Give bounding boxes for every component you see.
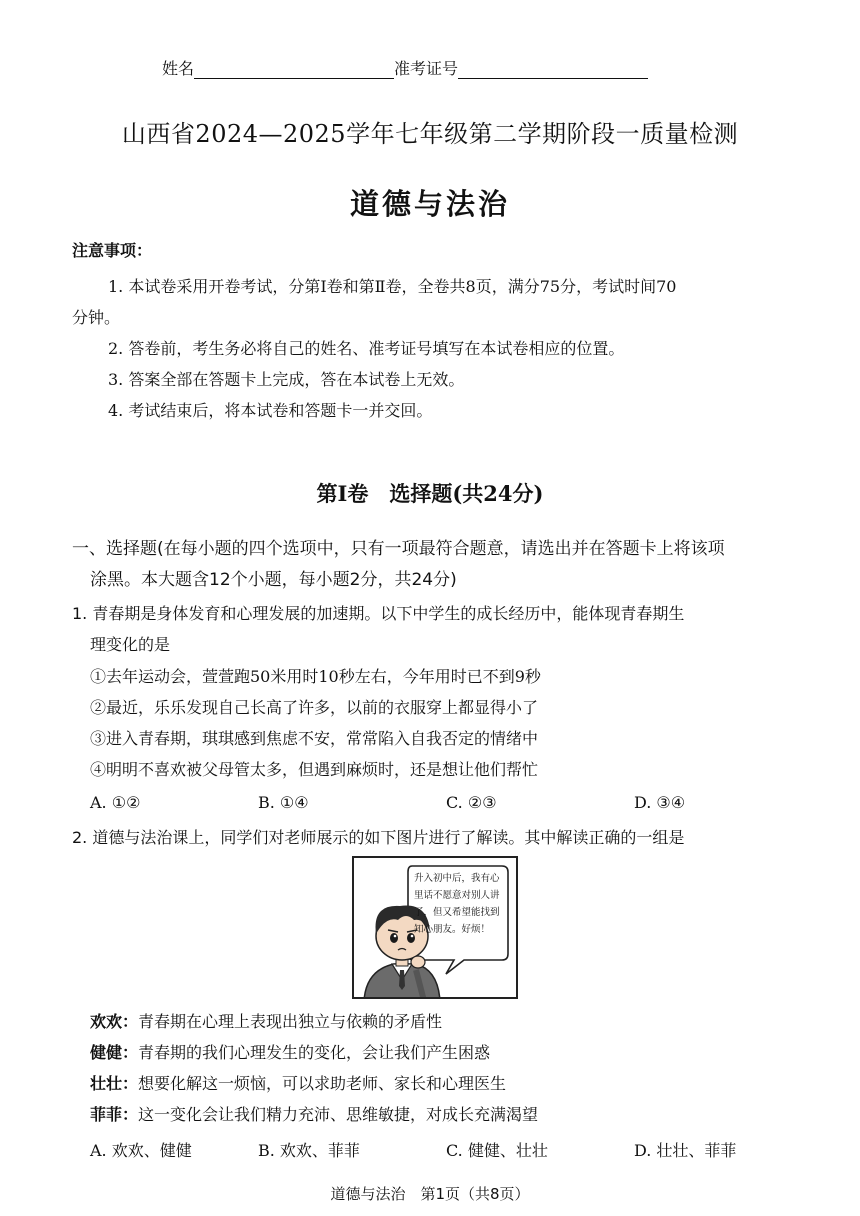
student-name: 欢欢： — [90, 1012, 139, 1031]
note-item: 分钟。 — [72, 308, 121, 327]
subject-title: 道德与法治 — [349, 187, 510, 221]
interpretation-item — [90, 1037, 490, 1068]
interpretation-item — [90, 1006, 442, 1037]
statement-item: ④明明不喜欢被父母管太多，但遇到麻烦时，还是想让他们帮忙 — [90, 760, 539, 779]
question-2-stem: 2. 道德与法治课上，同学们对老师展示的如下图片进行了解读。其中解读正确的一组是 — [72, 828, 685, 847]
q1-option-a[interactable]: A. ①② — [90, 793, 141, 812]
part-instructions: 一、选择题(在每小题的四个选项中，只有一项最符合题意，请选出并在答题卡上将该项 — [72, 539, 725, 559]
statement-item: ③进入青春期，琪琪感到焦虑不安，常常陷入自我否定的情绪中 — [90, 729, 539, 748]
q2-option-b[interactable]: B. 欢欢、菲菲 — [258, 1141, 360, 1160]
note-item: 4. 考试结束后，将本试卷和答题卡一并交回。 — [108, 401, 433, 420]
q2-option-c[interactable]: C. 健健、壮壮 — [446, 1141, 548, 1160]
note-item: 3. 答案全部在答题卡上完成，答在本试卷上无效。 — [108, 370, 465, 389]
student-name: 菲菲： — [90, 1105, 139, 1124]
candidate-info — [162, 56, 648, 79]
q2-option-d[interactable]: D. 壮壮、菲菲 — [634, 1141, 737, 1160]
exam-title: 山西省2024—2025学年七年级第二学期阶段一质量检测 — [121, 120, 739, 148]
notes-heading: 注意事项： — [72, 241, 153, 260]
interpretation-text: 青春期的我们心理发生的变化，会让我们产生困惑 — [138, 1043, 491, 1062]
exam-no-field[interactable] — [458, 60, 648, 79]
question-1-stem-cont: 理变化的是 — [90, 635, 171, 654]
question-1-stem: 1. 青春期是身体发育和心理发展的加速期。以下中学生的成长经历中，能体现青春期生 — [72, 604, 685, 623]
note-item: 2. 答卷前，考生务必将自己的姓名、准考证号填写在本试卷相应的位置。 — [108, 339, 625, 358]
interpretation-item — [90, 1068, 506, 1099]
interpretation-item — [90, 1099, 538, 1130]
exam-no-label: 准考证号 — [394, 59, 459, 78]
part-instructions-cont: 涂黑。本大题含12个小题，每小题2分，共24分) — [90, 570, 457, 590]
statement-item: ②最近，乐乐发现自己长高了许多，以前的衣服穿上都显得小了 — [90, 698, 539, 717]
interpretation-text: 青春期在心理上表现出独立与依赖的矛盾性 — [138, 1012, 443, 1031]
q2-option-a[interactable]: A. 欢欢、健健 — [90, 1141, 192, 1160]
q1-option-d[interactable]: D. ③④ — [634, 793, 686, 812]
page-footer: 道德与法治 第1页（共8页） — [330, 1185, 530, 1203]
q1-option-c[interactable]: C. ②③ — [446, 793, 497, 812]
statement-item: ①去年运动会，萱萱跑50米用时10秒左右，今年用时已不到9秒 — [90, 667, 541, 686]
comic-illustration — [352, 856, 518, 999]
student-name: 壮壮： — [90, 1074, 139, 1093]
q1-option-b[interactable]: B. ①④ — [258, 793, 309, 812]
student-name: 健健： — [90, 1043, 139, 1062]
speech-bubble-text: 升入初中后，我有心里话不愿意对别人讲了，但又希望能找到知心朋友。好烦！ — [414, 873, 500, 935]
name-label: 姓名 — [162, 59, 195, 78]
interpretation-text: 想要化解这一烦恼，可以求助老师、家长和心理医生 — [138, 1074, 507, 1093]
name-field[interactable] — [194, 60, 394, 79]
interpretation-text: 这一变化会让我们精力充沛、思维敏捷，对成长充满渴望 — [138, 1105, 539, 1124]
section-title: 第Ⅰ卷 选择题(共24分) — [316, 481, 544, 506]
note-item: 1. 本试卷采用开卷考试，分第Ⅰ卷和第Ⅱ卷，全卷共8页，满分75分，考试时间70 — [108, 277, 677, 296]
